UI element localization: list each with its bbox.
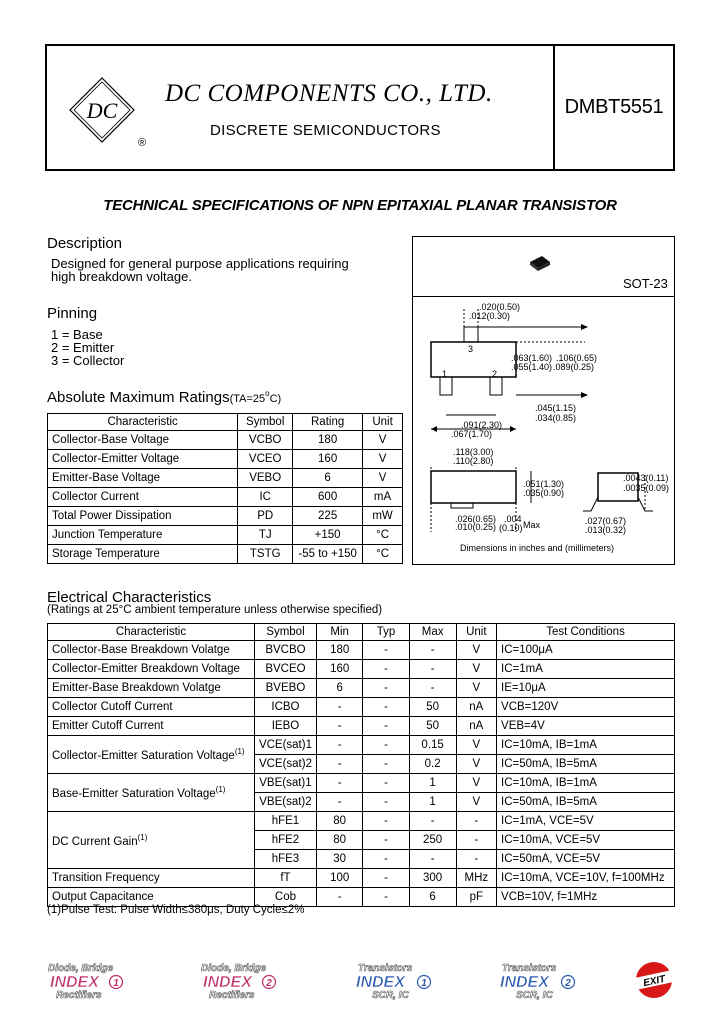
table-cell: 160 [316,660,362,679]
dim-label: .026(0.65) [455,514,497,524]
table-cell: BVCEO [254,660,316,679]
table-cell: V [363,431,403,450]
transistor-index-1-button[interactable] [352,960,442,1000]
table-header-row [48,414,403,431]
table-cell: - [363,831,409,850]
table-cell: 1 [409,793,456,812]
table-cell: mW [363,507,403,526]
description-line-1: Designed for general purpose applications requiring [51,256,349,271]
dim-label: (0.10) [499,523,523,533]
table-row [48,698,675,717]
table-cell: hFE3 [254,850,316,869]
table-cell: Collector-Base Breakdown Volatge [48,641,255,660]
table-cell: - [363,869,409,888]
dim-label: .067(1.70) [451,429,493,439]
table-cell: 180 [293,431,363,450]
badge-top-text: Diode, Bridge [48,963,114,974]
table-cell: 225 [293,507,363,526]
transistor-index-2-button[interactable] [496,960,586,1000]
table-header: Unit [456,624,496,641]
table-cell: V [456,793,496,812]
table-cell: IC [238,488,293,507]
table-cell: IC=100μA [497,641,675,660]
dim-label: .010(0.25) [455,522,497,532]
table-cell: 300 [409,869,456,888]
table-cell: V [456,774,496,793]
table-cell: Total Power Dissipation [48,507,238,526]
table-header: Min [316,624,362,641]
table-cell: 250 [409,831,456,850]
badge-top-text: Transistors [502,963,557,974]
cell-text: Collector-Emitter Saturation Voltage [52,749,235,762]
table-header: Characteristic [48,624,255,641]
table-cell: - [363,755,409,774]
table-cell: - [409,679,456,698]
dim-label: .091(2.30) [461,420,503,430]
pin-item-2: 2 = Emitter [51,340,115,355]
footnote: (1)Pulse Test: Pulse Width≤380μs, Duty Cycle≤2% [47,904,305,916]
table-cell: - [363,736,409,755]
table-cell: 80 [316,831,362,850]
table-cell: - [363,660,409,679]
table-cell: V [363,450,403,469]
table-row [48,488,403,507]
table-header: Symbol [254,624,316,641]
dim-label: .0035(0.09) [623,483,670,493]
cell-text: DC Current Gain [52,835,138,848]
table-cell: IC=10mA, IB=1mA [497,736,675,755]
table-cell: Collector-Emitter Breakdown Voltage [48,660,255,679]
table-cell: IC=1mA, VCE=5V [497,812,675,831]
table-cell: - [409,660,456,679]
table-cell: - [363,679,409,698]
table-cell: BVCBO [254,641,316,660]
table-cell: IE=10μA [497,679,675,698]
table-cell: PD [238,507,293,526]
table-cell: V [456,736,496,755]
dim-label: .012(0.30) [469,311,511,321]
table-cell: °C [363,545,403,564]
amr-heading: Absolute Maximum $Ratings(TA=25^oC)$ [47,389,282,406]
table-cell: - [316,698,362,717]
badge-number: 1 [421,978,427,989]
table-cell: 100 [316,869,362,888]
table-header: Rating [293,414,363,431]
table-cell: BVEBO [254,679,316,698]
table-cell: V [363,469,403,488]
table-cell [48,812,255,869]
table-cell: VCB=120V [497,698,675,717]
table-cell: - [363,850,409,869]
table-cell: Junction Temperature [48,526,238,545]
description-heading: Description [47,235,123,252]
table-header: Characteristic [48,414,238,431]
badge-number: 2 [565,978,571,989]
table-cell: hFE2 [254,831,316,850]
table-cell: Emitter-Base Voltage [48,469,238,488]
table-header: Max [409,624,456,641]
table-header: Typ [363,624,409,641]
table-cell: 6 [316,679,362,698]
table-cell: - [316,774,362,793]
table-row [48,507,403,526]
table-cell: VCB=10V, f=1MHz [497,888,675,907]
dim-label: Max [523,520,541,530]
table-cell: Collector-Emitter Voltage [48,450,238,469]
table-row [48,545,403,564]
table-cell: hFE1 [254,812,316,831]
table-cell: 6 [293,469,363,488]
part-number: DMBT5551 [564,96,664,118]
table-cell: - [363,774,409,793]
table-cell: VCE(sat)1 [254,736,316,755]
table-cell: Cob [254,888,316,907]
table-cell: 600 [293,488,363,507]
ec-table [47,623,675,907]
table-cell: VCBO [238,431,293,450]
table-cell: Output Capacitance [48,888,255,907]
badge-bottom-text: Rectifiers [209,990,255,1000]
ec-heading: Electrical Characteristics [47,589,212,606]
table-cell: 30 [316,850,362,869]
table-cell: Storage Temperature [48,545,238,564]
table-header-row [48,624,675,641]
pin-number: 2 [492,369,498,379]
dim-label: .035(0.90) [523,488,565,498]
table-cell: VBE(sat)1 [254,774,316,793]
table-cell: - [316,736,362,755]
sot23-chip-icon [528,254,552,274]
table-cell: 1 [409,774,456,793]
table-cell: - [316,755,362,774]
dim-label: .045(1.15) [535,403,577,413]
table-cell: nA [456,698,496,717]
table-cell: - [316,717,362,736]
badge-top-text: Transistors [358,963,413,974]
table-cell [48,774,255,812]
dim-label: .063(1.60) [511,353,553,363]
table-cell: - [363,698,409,717]
page-title: TECHNICAL SPECIFICATIONS OF NPN EPITAXIAL PLANAR TRANSISTOR [103,197,617,214]
table-cell: IC=1mA [497,660,675,679]
badge-top-text: Diode, Bridge [201,963,267,974]
dc-logo-icon [64,72,154,152]
table-cell: - [316,888,362,907]
footnote-ref: (1) [234,747,245,757]
table-cell: V [456,679,496,698]
table-cell: - [363,641,409,660]
table-row [48,717,675,736]
dim-label: .004 [504,514,522,524]
dim-label: .106(0.65) [556,353,598,363]
table-cell: fT [254,869,316,888]
logo-letters: DC [86,98,118,123]
table-row [48,450,403,469]
table-cell: Collector Cutoff Current [48,698,255,717]
table-cell: IC=50mA, IB=5mA [497,793,675,812]
table-cell: VBE(sat)2 [254,793,316,812]
diode-index-2-button[interactable] [197,960,287,1000]
badge-index-text: INDEX [203,974,252,991]
amr-condition-end: C) [269,393,282,405]
table-cell: 160 [293,450,363,469]
table-cell: - [409,641,456,660]
company-name: DC COMPONENTS CO., LTD. [165,80,493,107]
pin-item-3: 3 = Collector [51,353,125,368]
dim-label: .034(0.85) [535,413,577,423]
table-cell: 80 [316,812,362,831]
table-cell: IC=10mA, IB=1mA [497,774,675,793]
table-cell: Emitter Cutoff Current [48,717,255,736]
amr-heading-text: Absolute Maximum Ratings [47,389,230,406]
table-row [48,660,675,679]
table-row [48,869,675,888]
badge-number: 2 [266,978,272,989]
table-cell: 180 [316,641,362,660]
table-cell: ICBO [254,698,316,717]
table-row [48,812,675,831]
dim-label: .051(1.30) [523,479,565,489]
table-cell: -55 to +150 [293,545,363,564]
table-cell: +150 [293,526,363,545]
footnote-ref: (1) [137,832,148,842]
badge-bottom-text: Rectifiers [56,990,102,1000]
table-row [48,469,403,488]
exit-button[interactable] [632,958,676,1002]
table-cell: TSTG [238,545,293,564]
diode-index-1-button[interactable] [44,960,134,1000]
pin-item-1: 1 = Base [51,327,103,342]
table-cell [48,736,255,774]
table-row [48,736,675,755]
table-cell: VCE(sat)2 [254,755,316,774]
table-cell: - [363,717,409,736]
table-header: Unit [363,414,403,431]
badge-index-text: INDEX [356,974,405,991]
table-header: Test Conditions [497,624,675,641]
table-cell: pF [456,888,496,907]
table-cell: - [363,793,409,812]
badge-number: 1 [113,978,119,989]
table-cell: - [409,850,456,869]
package-note: Dimensions in inches and (millimeters) [460,543,615,553]
table-cell: mA [363,488,403,507]
badge-index-text: INDEX [50,974,99,991]
table-cell: IC=10mA, VCE=10V, f=100MHz [497,869,675,888]
table-cell: - [456,812,496,831]
dim-label: .027(0.67) [585,516,627,526]
badge-index-text: INDEX [500,974,549,991]
table-cell: VEB=4V [497,717,675,736]
table-cell: - [316,793,362,812]
table-cell: 0.15 [409,736,456,755]
table-cell: Transition Frequency [48,869,255,888]
table-row [48,526,403,545]
package-name: SOT-23 [623,276,668,291]
table-header: Symbol [238,414,293,431]
package-drawing [413,297,674,542]
pin-number: 1 [442,369,448,379]
table-cell: 6 [409,888,456,907]
table-cell: - [456,831,496,850]
division-name: DISCRETE SEMICONDUCTORS [210,122,441,139]
dim-label: .110(2.80) [453,456,494,466]
table-cell: TJ [238,526,293,545]
amr-condition: (TA=25 [229,393,266,405]
cell-text: Base-Emitter Saturation Voltage [52,787,216,800]
table-cell: - [363,812,409,831]
table-cell: MHz [456,869,496,888]
table-cell: - [456,850,496,869]
table-cell: IC=50mA, VCE=5V [497,850,675,869]
table-row [48,774,675,793]
table-cell: Emitter-Base Breakdown Volatge [48,679,255,698]
dim-label: .089(0.25) [553,362,595,372]
ec-note: (Ratings at 25°C ambient temperature unless otherwise specified) [47,604,383,616]
table-cell: - [409,812,456,831]
pin-number: 3 [468,344,474,354]
table-cell: IC=10mA, VCE=5V [497,831,675,850]
description-line-2: high breakdown voltage. [51,269,192,284]
table-cell: 50 [409,717,456,736]
badge-bottom-text: SCR, IC [372,990,409,1000]
registered-mark: ® [137,137,147,149]
table-cell: V [456,755,496,774]
table-cell: IEBO [254,717,316,736]
table-row [48,641,675,660]
table-cell: Collector Current [48,488,238,507]
dim-label: .020(0.50) [479,302,521,312]
table-row [48,431,403,450]
table-cell: 0.2 [409,755,456,774]
table-cell: V [456,641,496,660]
exit-label: EXIT [642,973,667,990]
dim-label: .0043(0.11) [623,473,669,483]
dim-label: .055(1.40) [511,362,553,372]
pinning-heading: Pinning [47,305,98,322]
table-row [48,679,675,698]
table-cell: V [456,660,496,679]
badge-bottom-text: SCR, IC [516,990,553,1000]
dim-label: .013(0.32) [585,525,627,535]
footnote-ref: (1) [215,785,226,795]
table-cell: °C [363,526,403,545]
table-cell: - [363,888,409,907]
dim-label: .118(3.00) [453,447,494,457]
table-cell: nA [456,717,496,736]
table-cell: VCEO [238,450,293,469]
table-cell: Collector-Base Voltage [48,431,238,450]
table-cell: IC=50mA, IB=5mA [497,755,675,774]
table-cell: VEBO [238,469,293,488]
amr-table [47,413,403,564]
table-cell: 50 [409,698,456,717]
